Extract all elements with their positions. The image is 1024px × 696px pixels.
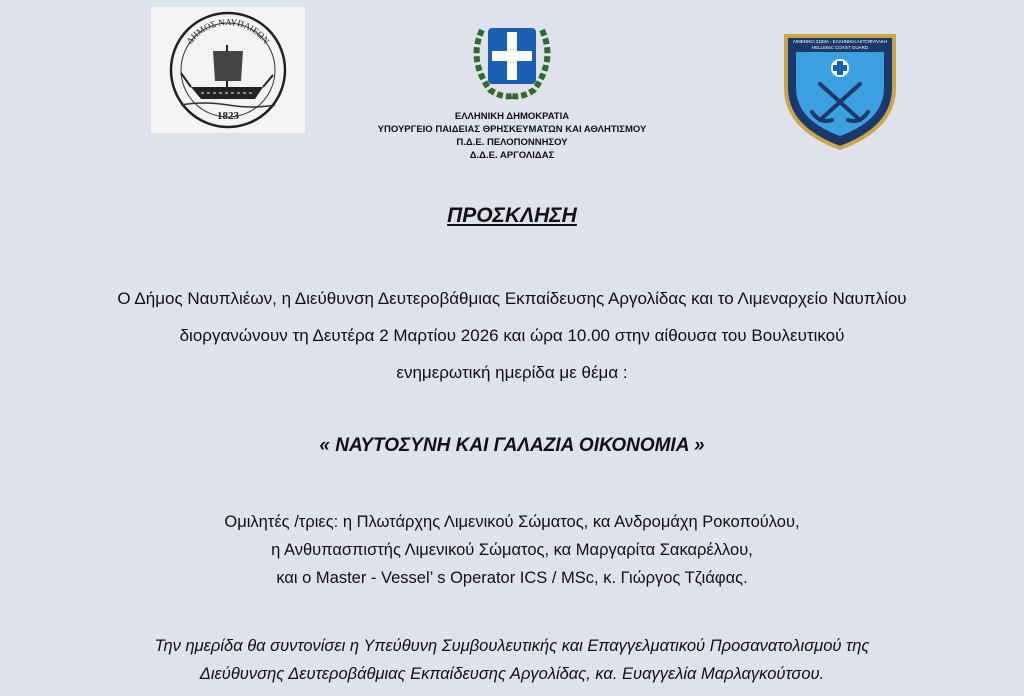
speakers-paragraph xyxy=(0,508,1024,592)
coast-guard-logo xyxy=(778,28,902,152)
coast-guard-text: ΛΙΜΕΝΙΚΟ ΣΩΜΑ - ΕΛΛΗΝΙΚΗ ΑΚΤΟΦΥΛΑΚΗ xyxy=(792,39,888,44)
municipality-logo xyxy=(151,7,305,133)
invitation-title: ΠΡΟΣΚΛΗΣΗ xyxy=(447,204,577,227)
header-line: ΕΛΛΗΝΙΚΗ ΔΗΜΟΚΡΑΤΙΑ xyxy=(454,111,570,122)
intro-paragraph xyxy=(0,280,1024,391)
municipality-logo-text: ΔΗΜΟΣ ΝΑΥΠΛΙΕΩΝ xyxy=(184,16,272,46)
header-line: ΥΠΟΥΡΓΕΙΟ ΠΑΙΔΕΙΑΣ ΘΡΗΣΚΕΥΜΑΤΩΝ ΚΑΙ ΑΘΛΗΤΙΣΜΟΥ xyxy=(377,124,647,135)
intro-line: διοργανώνουν τη Δευτέρα 2 Μαρτίου 2026 και ώρα 10.00 στην αίθουσα του Βουλευτικού xyxy=(179,326,845,345)
coordinator-line: Την ημερίδα θα συντονίσει η Υπεύθυνη Συμβουλευτικής και Επαγγελματικού Προσανατολισμού της xyxy=(154,637,870,655)
header-line: Π.Δ.Ε. ΠΕΛΟΠΟΝΝΗΣΟΥ xyxy=(456,137,568,148)
municipality-year: 1823 xyxy=(217,110,239,122)
event-theme: « ΝΑΥΤΟΣΥΝΗ ΚΑΙ ΓΑΛΑΖΙΑ ΟΙΚΟΝΟΜΙΑ » xyxy=(319,435,705,456)
coast-guard-text-en: HELLENIC COAST GUARD xyxy=(811,45,869,50)
intro-line: Ο Δήμος Ναυπλιέων, η Διεύθυνση Δευτεροβάθμιας Εκπαίδευσης Αργολίδας και το Λιμεναρχείο Ναυπλίου xyxy=(117,289,907,308)
coordinator-paragraph xyxy=(0,632,1024,688)
ministry-header xyxy=(340,110,684,162)
speakers-line: και ο Master - Vessel’ s Operator ICS / MSc, κ. Γιώργος Τζιάφας. xyxy=(276,569,748,587)
speakers-line: η Ανθυπασπιστής Λιμενικού Σώματος, κα Μαργαρίτα Σακαρέλλου, xyxy=(271,541,753,559)
intro-line: ενημερωτική ημερίδα με θέμα : xyxy=(396,363,628,382)
speakers-line: Ομιλητές /τριες: η Πλωτάρχης Λιμενικού Σώματος, κα Ανδρομάχη Ροκοπούλου, xyxy=(224,513,800,531)
greek-emblem xyxy=(462,20,562,100)
coordinator-line: Διεύθυνσης Δευτεροβάθμιας Εκπαίδευσης Αργολίδας, κα. Ευαγγελία Μαρλαγκούτσου. xyxy=(199,665,825,683)
header-line: Δ.Δ.Ε. ΑΡΓΟΛΙΔΑΣ xyxy=(469,150,555,161)
